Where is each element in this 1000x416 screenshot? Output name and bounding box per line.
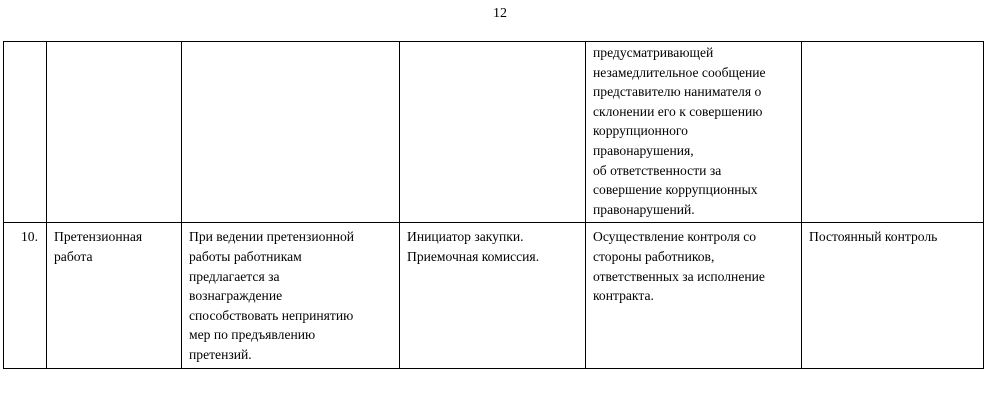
area-name-cell (47, 42, 182, 223)
row-number-cell: 10. (4, 223, 47, 368)
risk-description-cell (182, 42, 400, 223)
measures-cell: предусматривающей незамедлительное сообщение представителю нанимателя о склонении его к совершению коррупционного правонарушения, об ответственности за совершение коррупционных правонарушений. (586, 42, 802, 223)
row-number-cell (4, 42, 47, 223)
page-number: 12 (493, 6, 507, 21)
risk-description-cell: При ведении претензионной работы работникам предлагается за вознаграждение способствовать непринятию мер по предъявлению претензий. (182, 223, 400, 368)
area-name-cell: Претензионная работа (47, 223, 182, 368)
responsible-cell: Инициатор закупки. Приемочная комиссия. (400, 223, 586, 368)
responsible-cell (400, 42, 586, 223)
table-row (4, 42, 984, 223)
measures-cell: Осуществление контроля со стороны работников, ответственных за исполнение контракта. (586, 223, 802, 368)
term-cell (802, 42, 984, 223)
table-row (4, 223, 984, 368)
term-cell: Постоянный контроль (802, 223, 984, 368)
measures-table (3, 41, 984, 369)
